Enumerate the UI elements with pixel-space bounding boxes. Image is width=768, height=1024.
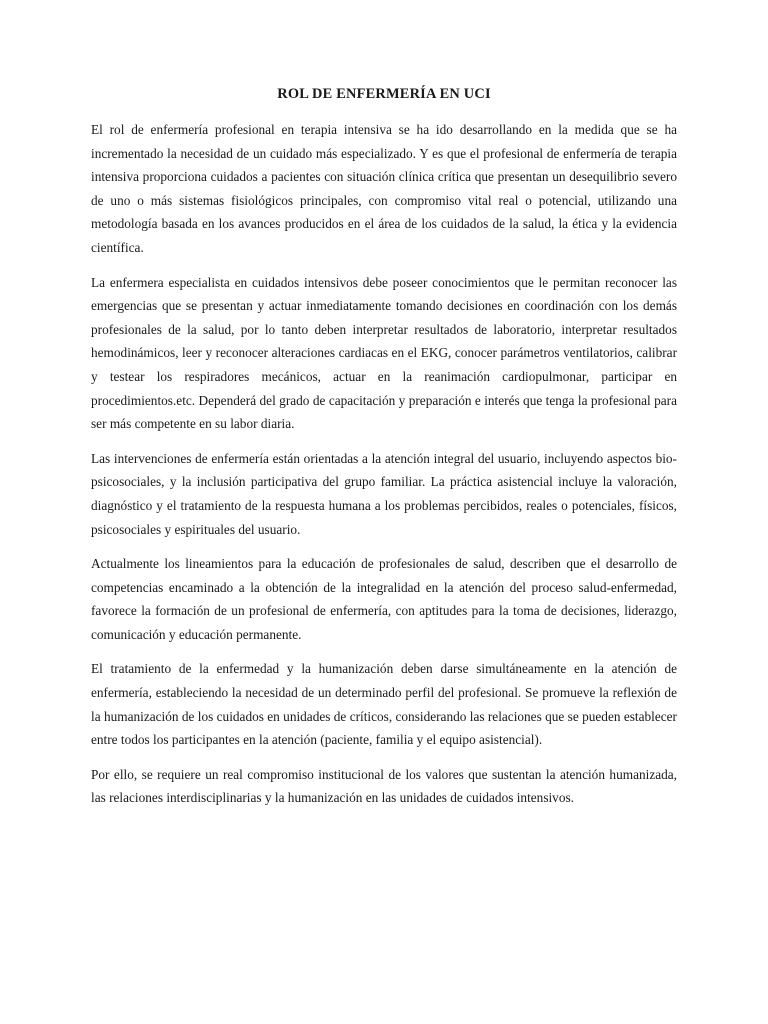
paragraph-4: Actualmente los lineamientos para la educación de profesionales de salud, describen que el desarrollo de competencias encaminado a la obtención de la integralidad en la atención del proceso salud-enfermedad, favorece la formación de un profesional de enfermería, con aptitudes para la toma de decisiones, liderazgo, comunicación y educación permanente.: [91, 556, 677, 642]
paragraph-2: La enfermera especialista en cuidados intensivos debe poseer conocimientos que le permitan reconocer las emergencias que se presentan y actuar inmediatamente tomando decisiones en coordinación con los demás profesionales de la salud, por lo tanto deben interpretar resultados de laboratorio, interpretar resultados hemodinámicos, leer y reconocer alteraciones cardiacas en el EKG, conocer parámetros ventilatorios, calibrar y testear los respiradores mecánicos, actuar en la reanimación cardiopulmonar, participar en procedimientos.etc. Dependerá del grado de capacitación y preparación e interés que tenga la profesional para ser más competente en su labor diaria.: [91, 274, 677, 432]
paragraph-6: Por ello, se requiere un real compromiso institucional de los valores que sustentan la atención humanizada, las relaciones interdisciplinarias y la humanización en las unidades de cuidados intensivos.: [91, 766, 677, 806]
paragraph-1: El rol de enfermería profesional en terapia intensiva se ha ido desarrollando en la medida que se ha incrementado la necesidad de un cuidado más especializado. Y es que el profesional de enfermería de terapia intensiva proporciona cuidados a pacientes con situación clínica crítica que presentan un desequilibrio severo de uno o más sistemas fisiológicos principales, con compromiso vital real o potencial, utilizando una metodología basada en los avances producidos en el área de los cuidados de la salud, la ética y la evidencia científica.: [91, 122, 677, 255]
document-title: ROL DE ENFERMERÍA EN UCI: [277, 86, 491, 102]
paragraph-3: Las intervenciones de enfermería están orientadas a la atención integral del usuario, incluyendo aspectos bio-psicosociales, y la inclusión participativa del grupo familiar. La práctica asistencial incluye la valoración, diagnóstico y el tratamiento de la respuesta humana a los problemas percibidos, reales o potenciales, físicos, psicosociales y espirituales del usuario.: [91, 450, 677, 537]
paragraph-5: El tratamiento de la enfermedad y la humanización deben darse simultáneamente en la atención de enfermería, estableciendo la necesidad de un determinado perfil del profesional. Se promueve la reflexión de la humanización de los cuidados en unidades de críticos, considerando las relaciones que se pueden establecer entre todos los participantes en la atención (paciente, familia y el equipo asistencial).: [91, 661, 677, 748]
document-page: [91, 84, 677, 821]
